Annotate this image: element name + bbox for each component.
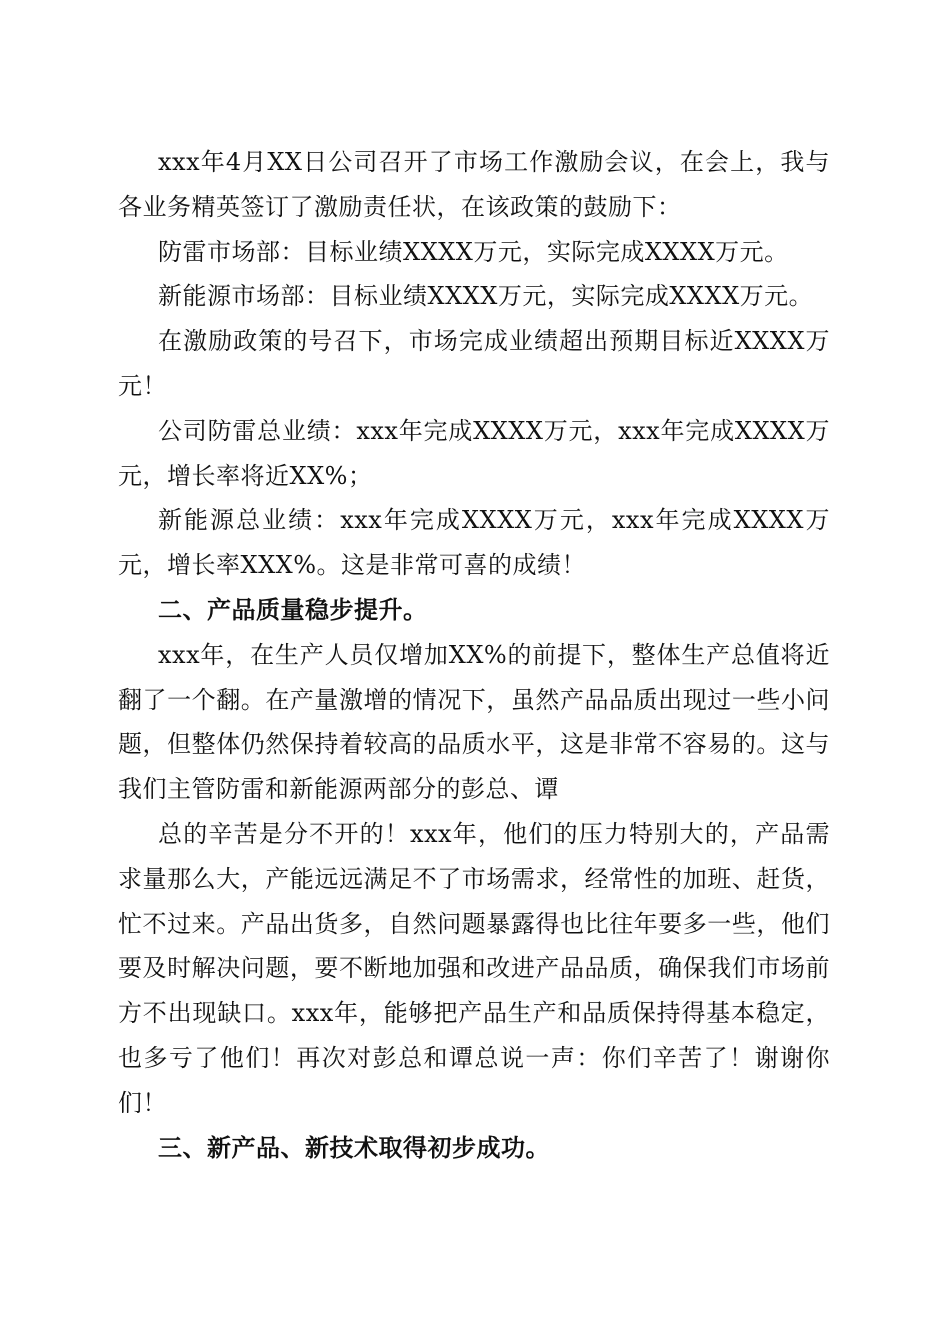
paragraph-exceeded-target: 在激励政策的号召下，市场完成业绩超出预期目标近XXXX万元！ xyxy=(118,327,830,400)
document-body xyxy=(118,140,830,1170)
paragraph-new-energy-market: 新能源市场部：目标业绩XXXX万元，实际完成XXXX万元。 xyxy=(158,282,814,311)
paragraph-lightning-total-performance: 公司防雷总业绩：xxx年完成XXXX万元，xxx年完成XXXX万元，增长率将近XX%； xyxy=(118,416,830,490)
paragraph-lightning-protection-market: 防雷市场部：目标业绩XXXX万元，实际完成XXXX万元。 xyxy=(158,237,789,266)
paragraph-incentive-meeting: xxx年4月XX日公司召开了市场工作激励会议，在会上，我与各业务精英签订了激励责任状，在该政策的鼓励下： xyxy=(118,148,830,221)
section-heading-quality: 二、产品质量稳步提升。 xyxy=(158,595,428,624)
paragraph-thanks-managers: 总的辛苦是分不开的！xxx年，他们的压力特别大的，产品需求量那么大，产能远远满足不了市场需求，经常性的加班、赶货，忙不过来。产品出货多，自然问题暴露得也比往年要多一些，他们要及时解决问题，要不断地加强和改进产品品质，确保我们市场前方不出现缺口。xxx年，能够把产品生产和品质保持得基本稳定，也多亏了他们！再次对彭总和谭总说一声：你们辛苦了！谢谢你们！ xyxy=(118,819,830,1117)
section-heading-new-products: 三、新产品、新技术取得初步成功。 xyxy=(158,1133,550,1162)
paragraph-production-quality: xxx年，在生产人员仅增加XX%的前提下，整体生产总值将近翻了一个翻。在产量激增的情况下，虽然产品品质出现过一些小问题，但整体仍然保持着较高的品质水平，这是非常不容易的。这与我们主管防雷和新能源两部分的彭总、谭 xyxy=(118,640,830,804)
paragraph-new-energy-total-performance: 新能源总业绩：xxx年完成XXXX万元，xxx年完成XXXX万元，增长率XXX%。这是非常可喜的成绩！ xyxy=(118,506,830,580)
